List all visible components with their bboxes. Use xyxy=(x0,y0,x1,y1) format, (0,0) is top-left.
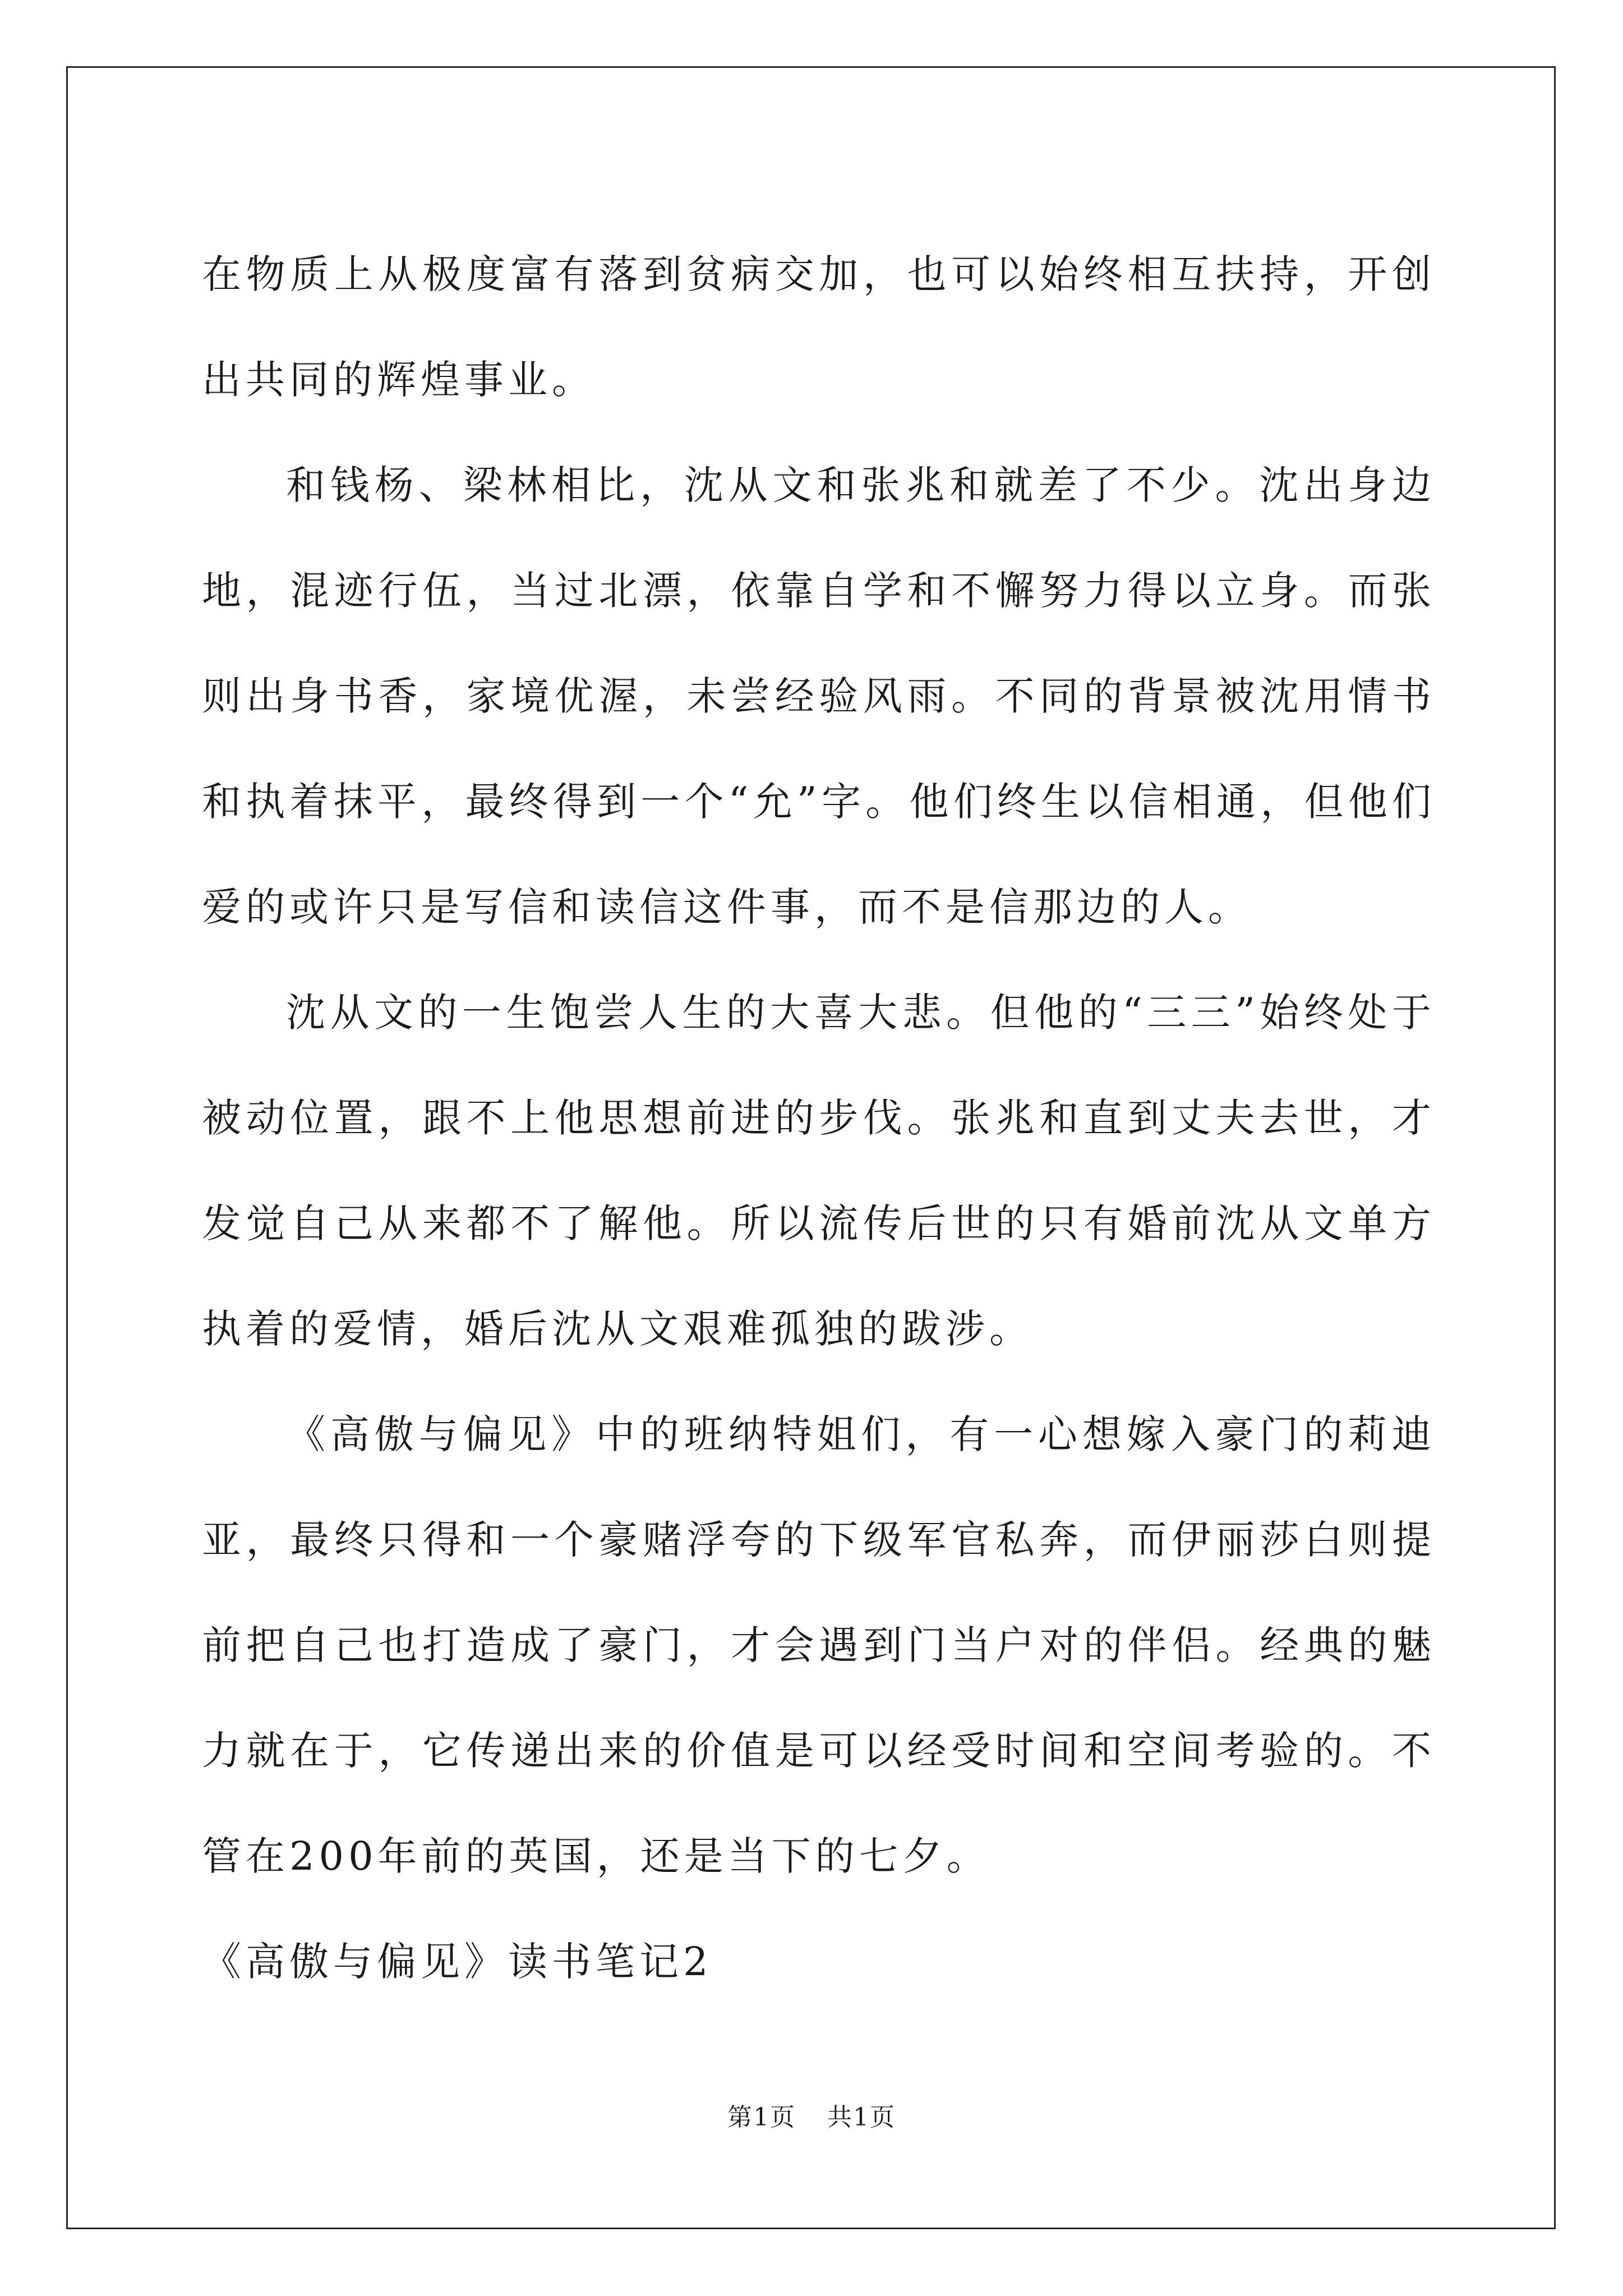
paragraph-2: 和钱杨、梁林相比，沈从文和张兆和就差了不少。沈出身边地，混迹行伍，当过北漂，依靠自学和不懈努力得以立身。而张则出身书香，家境优渥，未尝经验风雨。不同的背景被沈用情书和执着抹平，最终得到一个“允”字。他们终生以信相通，但他们爱的或许只是写信和读信这件事，而不是信那边的人。 xyxy=(202,462,1436,930)
page-total: 共1页 xyxy=(827,2103,896,2132)
paragraph-1: 在物质上从极度富有落到贫病交加，也可以始终相互扶持，开创出共同的辉煌事业。 xyxy=(202,251,1436,403)
page-footer xyxy=(0,2097,1623,2133)
paragraph-3: 沈从文的一生饱尝人生的大喜大悲。但他的“三三”始终处于被动位置，跟不上他思想前进的步伐。张兆和直到丈夫去世，才发觉自己从来都不了解他。所以流传后世的只有婚前沈从文单方执着的爱情，婚后沈从文艰难孤独的跋涉。 xyxy=(202,990,1436,1352)
section-heading: 《高傲与偏见》读书笔记2 xyxy=(202,1939,713,1985)
document-body xyxy=(202,222,1436,2014)
paragraph-4: 《高傲与偏见》中的班纳特姐们，有一心想嫁入豪门的莉迪亚，最终只得和一个豪赌浮夸的下级军官私奔，而伊丽莎白则提前把自己也打造成了豪门，才会遇到门当户对的伴侣。经典的魅力就在于，它传递出来的价值是可以经受时间和空间考验的。不管在200年前的英国，还是当下的七夕。 xyxy=(202,1411,1436,1879)
page-number: 第1页 xyxy=(727,2103,796,2132)
